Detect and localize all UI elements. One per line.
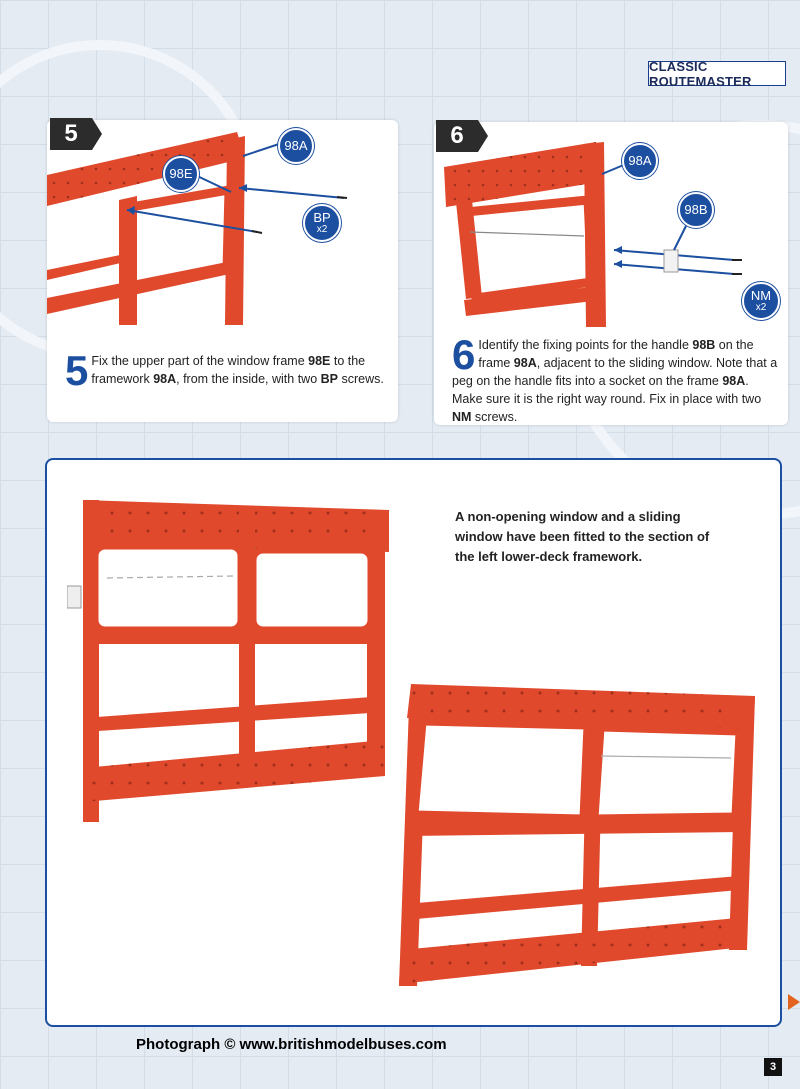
callout-label: 98A	[628, 153, 652, 169]
screw-callout-bp	[303, 204, 341, 242]
part-ref: BP	[320, 372, 339, 386]
step-number-badge: 6	[436, 120, 478, 152]
step-6-panel	[434, 122, 788, 425]
callout-label: BP	[313, 209, 331, 225]
part-ref: NM	[452, 410, 472, 424]
completed-framework-photo-left	[67, 486, 397, 826]
part-ref: 98A	[153, 372, 177, 386]
part-ref: 98E	[308, 354, 331, 368]
series-title-tag: CLASSIC ROUTEMASTER	[648, 61, 786, 86]
instruction-text: Fix the upper part of the window frame	[91, 354, 309, 368]
callout-label: NM	[750, 287, 772, 303]
instruction-text: . Make sure it is the right way round. Fix in place with two	[452, 374, 762, 406]
step-5-panel	[47, 120, 398, 422]
step-6-instruction	[452, 331, 778, 426]
step-5-instruction	[65, 347, 385, 394]
step-number-badge: 5	[50, 118, 92, 150]
callout-quantity: x2	[755, 301, 767, 313]
instruction-text: , from the inside, with two	[176, 372, 321, 386]
drop-cap: 5	[65, 347, 89, 394]
instruction-text: screws.	[338, 372, 384, 386]
result-caption: A non-opening window and a sliding window have been fitted to the section of the left lower-deck framework.	[455, 509, 710, 564]
part-callout-98b	[678, 192, 714, 228]
next-page-arrow-icon	[788, 994, 800, 1010]
callout-label: 98B	[684, 202, 708, 218]
completed-framework-photo-right	[387, 666, 759, 996]
photo-credit: Photograph © www.britishmodelbuses.com	[136, 1036, 447, 1053]
callout-quantity: x2	[316, 223, 328, 235]
part-callout-98a	[622, 143, 658, 179]
screw-callout-nm	[742, 282, 780, 320]
instruction-text: Identify the fixing points for the handle	[478, 338, 693, 352]
callout-label: 98A	[284, 138, 308, 154]
instruction-text: , adjacent to the sliding window. Note that a peg on the handle fits into a socket on the frame	[452, 356, 778, 388]
drop-cap: 6	[452, 331, 476, 378]
callout-label: 98E	[169, 166, 193, 182]
instruction-text: screws.	[471, 410, 518, 424]
part-ref: 98A	[722, 374, 746, 388]
part-ref: 98B	[692, 338, 716, 352]
part-ref: 98A	[513, 356, 537, 370]
page-number: 3	[764, 1058, 782, 1076]
result-panel	[45, 458, 782, 1027]
part-callout-98e	[163, 156, 199, 192]
step-5-illustration	[47, 120, 398, 325]
part-callout-98a	[278, 128, 314, 164]
instruction-text: on the frame	[478, 338, 754, 370]
step-6-illustration	[434, 122, 788, 327]
instruction-text: to the framework	[91, 354, 366, 386]
